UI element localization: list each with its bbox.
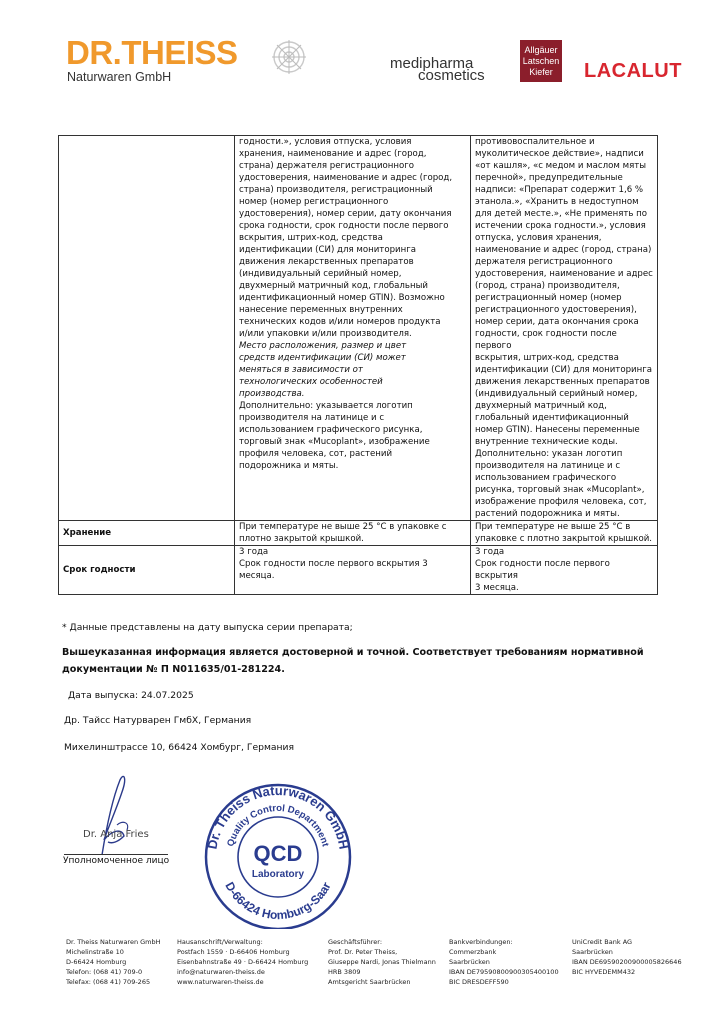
storage-cell-left	[235, 521, 471, 546]
company-name: Др. Тайсс Натурварен ГмбХ, Германия	[64, 715, 252, 726]
text-line: годности.», условия отпуска, условия	[239, 137, 412, 147]
text-line: наименование и адрес (город, страна)	[475, 245, 652, 255]
storage-text-right	[475, 521, 653, 545]
allgauer-line1: Allgäuer	[524, 44, 558, 55]
text-line: изображение профиля человека, сот,	[475, 497, 647, 507]
text-line: номер серии, дата окончания срока	[475, 317, 639, 327]
text-line: муколитическое действие», надписи	[475, 149, 644, 159]
text-line: «от кашля», «с медом и маслом мяты	[475, 161, 647, 171]
footer-line: Bankverbindungen:	[449, 938, 513, 946]
footer-line: BIC HYVEDEMM432	[572, 968, 636, 976]
shelf-life-cell-left	[235, 546, 471, 595]
signature-line	[64, 854, 168, 855]
footer-line: Eisenbahnstraße 49 · D-66424 Homburg	[177, 958, 309, 966]
footer-line: www.naturwaren-theiss.de	[177, 978, 264, 986]
text-line: месяца.	[239, 571, 275, 581]
footer-management	[328, 937, 436, 987]
text-line: Дополнительно: указан логотип	[475, 449, 623, 459]
text-line: Срок годности после первого вскрытия	[475, 559, 610, 581]
specification-table	[58, 135, 658, 595]
letterhead	[0, 0, 724, 100]
stamp-bottom-text: D-66424 Homburg-Saar	[222, 879, 334, 923]
footer-line: BIC DRESDEFF590	[449, 978, 509, 986]
footer-line: Hausanschrift/Verwaltung:	[177, 938, 263, 946]
footer-line: Telefon: (068 41) 709-0	[66, 968, 143, 976]
statement	[62, 644, 662, 678]
text-line: внутренние технические коды.	[475, 437, 618, 447]
text-line: вскрытия, штрих-код, средства	[475, 353, 619, 363]
spec-text-left-extra	[239, 400, 466, 472]
text-line: годности, срок годности после первого	[475, 329, 617, 351]
footer-line: info@naturwaren-theiss.de	[177, 968, 265, 976]
shelf-life-text-left	[239, 546, 466, 582]
text-line: идентификационный номер GTIN). Возможно	[239, 293, 445, 303]
statement-line1: Вышеуказанная информация является достоверной и точной. Соответствует требованиям нормативной	[62, 647, 644, 658]
text-line: идентификации (СИ) для мониторинга	[239, 245, 417, 255]
text-line: вскрытия, штрих-код, средства	[239, 233, 383, 243]
text-line: этанола.», «Хранить в недоступном	[475, 197, 639, 207]
footer-line: Saarbrücken	[449, 958, 490, 966]
spec-text-left	[239, 136, 466, 340]
text-line: движения лекарственных препаратов	[475, 377, 650, 387]
storage-text-left	[239, 521, 466, 545]
text-line: удостоверения, наименование и адрес (город,	[239, 173, 453, 183]
allgauer-logo	[520, 40, 562, 82]
text-line: меняться в зависимости от	[239, 365, 363, 375]
allgauer-line2: Latschen	[522, 55, 560, 66]
company-address: Михелинштрассе 10, 66424 Хомбург, Германия	[64, 742, 295, 753]
footer-line: Postfach 1559 · D-66406 Homburg	[177, 948, 290, 956]
signatory-name: Dr. Anja Fries	[83, 829, 149, 840]
spec-cell-right	[471, 136, 658, 521]
table-row-labeling	[59, 136, 658, 521]
text-line: двухмерный матричный код,	[475, 401, 607, 411]
text-line: надписи: «Препарат содержит 1,6 %	[475, 185, 644, 195]
text-line: средств идентификации (СИ) может	[239, 353, 406, 363]
medipharma-line2: cosmetics	[418, 67, 485, 84]
footer-line: D-66424 Homburg	[66, 958, 127, 966]
text-line: противовоспалительное и	[475, 137, 595, 147]
text-line: срока годности, срок годности после первого	[239, 221, 449, 231]
text-line: Срок годности после первого вскрытия 3	[239, 559, 428, 569]
text-line: плотно закрытой крышкой.	[239, 534, 364, 544]
footer-bank-unicredit	[572, 937, 682, 977]
table-row-storage	[59, 521, 658, 546]
text-line: (индивидуальный серийный номер,	[475, 389, 638, 399]
text-line: регистрационный номер (номер	[475, 293, 622, 303]
storage-cell-right	[471, 521, 658, 546]
text-line: (индивидуальный серийный номер,	[239, 269, 402, 279]
footer-line: Saarbrücken	[572, 948, 613, 956]
text-line: При температуре не выше 25 °С в упаковке с	[239, 522, 447, 532]
text-line: растений подорожника и мяты.	[475, 509, 620, 519]
text-line: подорожника и мяты.	[239, 461, 339, 471]
text-line: упаковке с плотно закрытой крышкой.	[475, 534, 653, 544]
row-label-shelf-life: Срок годности	[59, 546, 235, 595]
text-line: 3 месяца.	[475, 583, 519, 593]
text-line: производителя на латинице и с	[239, 413, 385, 423]
text-line: истечении срока годности.», условия	[475, 221, 646, 231]
sun-flower-logo-icon	[270, 38, 308, 76]
dr-theiss-subtitle: Naturwaren GmbH	[67, 70, 172, 84]
text-line: использованием графического рисунка,	[239, 425, 423, 435]
spec-cell-left	[235, 136, 471, 521]
table-row-shelf-life	[59, 546, 658, 595]
text-line: производства.	[239, 389, 305, 399]
footer-company	[66, 937, 161, 987]
stamp-laboratory: Laboratory	[251, 869, 305, 880]
text-line: движения лекарственных препаратов	[239, 257, 414, 267]
footer-bank-commerz	[449, 937, 559, 987]
text-line: производителя на латинице и с	[475, 461, 621, 471]
spec-text-right	[475, 136, 653, 520]
text-line: номер (номер регистрационного	[239, 197, 389, 207]
text-line: Место расположения, размер и цвет	[239, 341, 407, 351]
stamp-inner-text: Quality Control Department	[225, 802, 331, 848]
text-line: нанесение переменных внутренних	[239, 305, 403, 315]
stamp-top-text: Dr. Theiss Naturwaren GmbH	[204, 782, 352, 851]
footer-line: UniCredit Bank AG	[572, 938, 633, 946]
text-line: технологических особенностей	[239, 377, 383, 387]
text-line: технических кодов и/или номеров продукта	[239, 317, 441, 327]
footer-line: Geschäftsführer:	[328, 938, 383, 946]
text-line: страна) производителя, регистрационный	[239, 185, 433, 195]
text-line: и/или упаковки и/или производителя.	[239, 329, 412, 339]
shelf-life-text-right	[475, 546, 653, 594]
shelf-life-cell-right	[471, 546, 658, 595]
signatory-caption: Уполномоченное лицо	[63, 856, 170, 866]
text-line: перечной», предупредительные	[475, 173, 623, 183]
text-line: регистрационного удостоверения),	[475, 305, 637, 315]
medipharma-line1: medipharma	[390, 55, 474, 72]
footer-line: Michelinstraße 10	[66, 948, 124, 956]
text-line: двухмерный матричный код, глобальный	[239, 281, 428, 291]
allgauer-line3: Kiefer	[529, 66, 553, 77]
release-date: Дата выпуска: 24.07.2025	[68, 690, 194, 701]
qcd-laboratory-stamp-icon	[198, 779, 358, 929]
text-line: хранения, наименование и адрес (город,	[239, 149, 427, 159]
dr-theiss-logo: DR.THEISS	[66, 34, 238, 71]
footer-line: HRB 3809	[328, 968, 361, 976]
text-line: держателя регистрационного	[475, 257, 613, 267]
footer-line: Telefax: (068 41) 709-265	[66, 978, 151, 986]
text-line: удостоверения), номер серии, дату окончания	[239, 209, 452, 219]
text-line: идентификации (СИ) для мониторинга	[475, 365, 653, 375]
text-line: использованием графического	[475, 473, 617, 483]
footer-line: Prof. Dr. Peter Theiss,	[328, 948, 398, 956]
text-line: (город, страна) производителя,	[475, 281, 620, 291]
svg-text:D-66424 Homburg-Saar	[222, 880, 333, 923]
stamp-qcd: QCD	[253, 841, 303, 866]
footnote: * Данные представлены на дату выпуска серии препарата;	[62, 622, 353, 633]
footer-line: Amtsgericht Saarbrücken	[328, 978, 411, 986]
row-label-storage: Хранение	[59, 521, 235, 546]
footer-line: Dr. Theiss Naturwaren GmbH	[66, 938, 161, 946]
text-line: глобальный идентификационный	[475, 413, 629, 423]
text-line: профиля человека, сот, растений	[239, 449, 393, 459]
medipharma-logo	[390, 55, 485, 84]
text-line: рисунка, торговый знак «Mucoplant»,	[475, 485, 645, 495]
footer-line: Commerzbank	[449, 948, 497, 956]
footer-address	[177, 937, 308, 987]
text-line: торговый знак «Mucoplant», изображение	[239, 437, 430, 447]
text-line: Дополнительно: указывается логотип	[239, 401, 413, 411]
row-label	[59, 136, 235, 521]
text-line: номер GTIN). Нанесены переменные	[475, 425, 640, 435]
footer-line: Giuseppe Nardi, Jonas Thielmann	[328, 958, 436, 966]
text-line: 3 года	[475, 547, 505, 557]
text-line: удостоверения, наименование и адрес	[475, 269, 653, 279]
text-line: страна) держателя регистрационного	[239, 161, 415, 171]
spec-text-left-italic	[239, 340, 466, 400]
handwritten-signature-icon	[72, 770, 142, 860]
text-line: 3 года	[239, 547, 269, 557]
footer-line: IBAN DE79590800900305400100	[449, 968, 559, 976]
text-line: для детей месте.», «Не применять по	[475, 209, 648, 219]
lacalut-logo: LACALUT	[584, 60, 682, 82]
footer-line: IBAN DE69590200900005826646	[572, 958, 682, 966]
text-line: При температуре не выше 25 °С в	[475, 522, 631, 532]
text-line: отпуска, условия хранения,	[475, 233, 602, 243]
statement-line2: документации № П N011635/01-281224.	[62, 664, 285, 675]
